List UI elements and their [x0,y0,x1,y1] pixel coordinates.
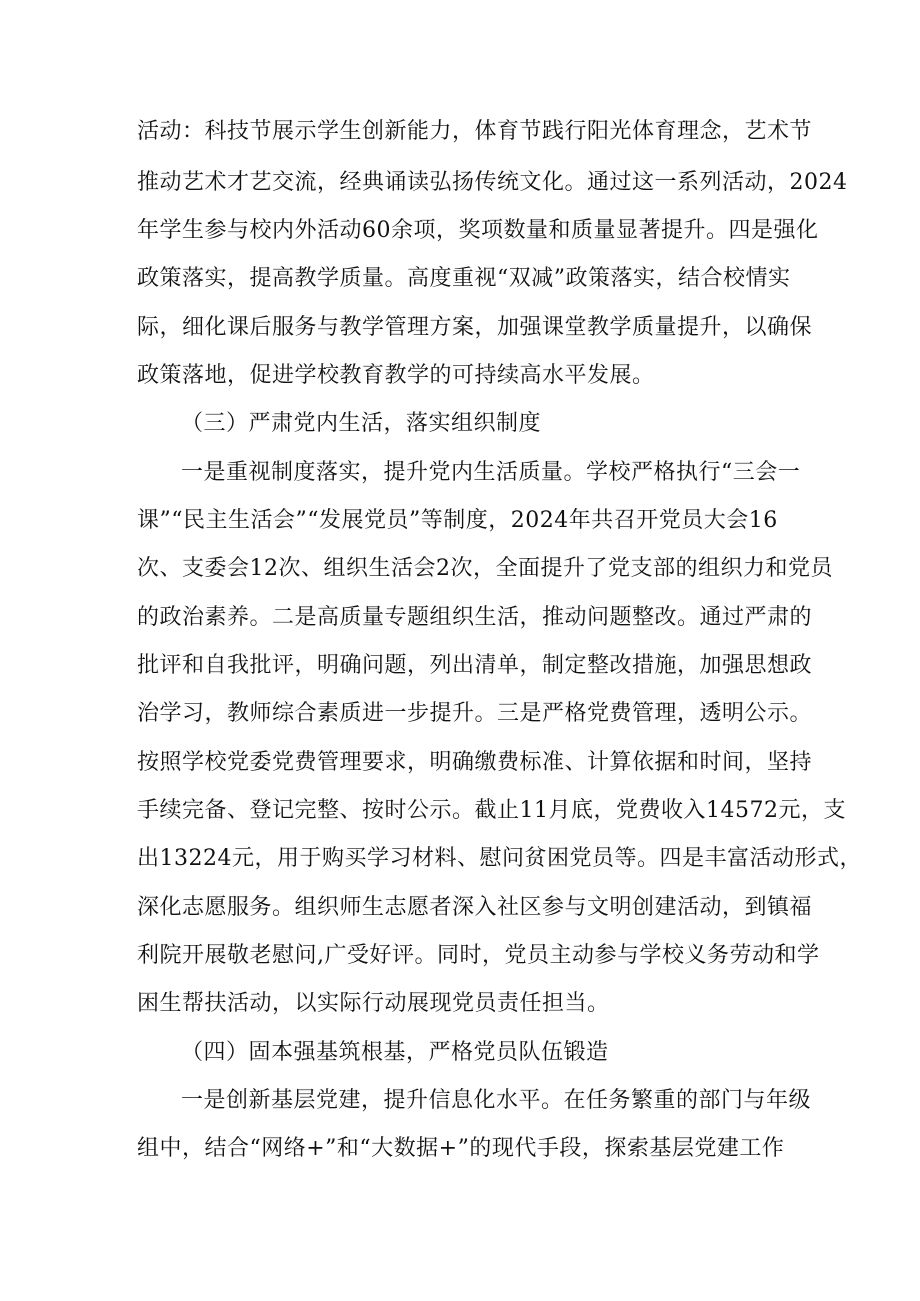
paragraph-line: 按照学校党委党费管理要求，明确缴费标准、计算依据和时间，坚持 [137,750,813,775]
paragraph-line: 年学生参与校内外活动60余项，奖项数量和质量显著提升。四是强化 [137,218,819,243]
section-heading: （四）固本强基筑根基，严格党员队伍锻造 [181,1040,609,1065]
paragraph-line: 利院开展敬老慰问,广受好评。同时，党员主动参与学校义务劳动和学 [137,943,820,968]
paragraph-line: 一是重视制度落实，提升党内生活质量。学校严格执行“三会一 [181,460,801,485]
paragraph-line: 际，细化课后服务与教学管理方案，加强课堂教学质量提升，以确保 [137,315,813,340]
paragraph-line: 政策落地，促进学校教育教学的可持续高水平发展。 [137,363,655,388]
section-heading: （三）严肃党内生活，落实组织制度 [181,411,542,436]
paragraph-line: 批评和自我批评，明确问题，列出清单，制定整改措施，加强思想政 [137,653,813,678]
paragraph-line: 治学习，教师综合素质进一步提升。三是严格党费管理，透明公示。 [137,701,813,726]
paragraph-line: 手续完备、登记完整、按时公示。截止11月底，党费收入14572元，支 [137,798,846,823]
paragraph-line: 次、支委会12次、组织生活会2次，全面提升了党支部的组织力和党员 [137,556,833,581]
paragraph-line: 活动：科技节展示学生创新能力，体育节践行阳光体育理念，艺术节 [137,119,813,144]
paragraph-line: 深化志愿服务。组织师生志愿者深入社区参与文明创建活动，到镇福 [137,895,813,920]
paragraph-line: 政策落实，提高教学质量。高度重视“双减”政策落实，结合校情实 [137,266,791,291]
paragraph-line: 出13224元，用于购买学习材料、慰问贫困党员等。四是丰富活动形式， [137,846,862,871]
paragraph-line: 组中，结合“网络+”和“大数据+”的现代手段，探索基层党建工作 [137,1136,785,1161]
paragraph-line: 困生帮扶活动，以实际行动展现党员责任担当。 [137,991,610,1016]
paragraph-line: 的政治素养。二是高质量专题组织生活，推动问题整改。通过严肃的 [137,605,813,630]
paragraph-line: 一是创新基层党建，提升信息化水平。在任务繁重的部门与年级 [181,1088,812,1113]
paragraph-line: 推动艺术才艺交流，经典诵读弘扬传统文化。通过这一系列活动，2024 [137,170,848,195]
paragraph-line: 课”“民主生活会”“发展党员”等制度，2024年共召开党员大会16 [137,508,778,533]
